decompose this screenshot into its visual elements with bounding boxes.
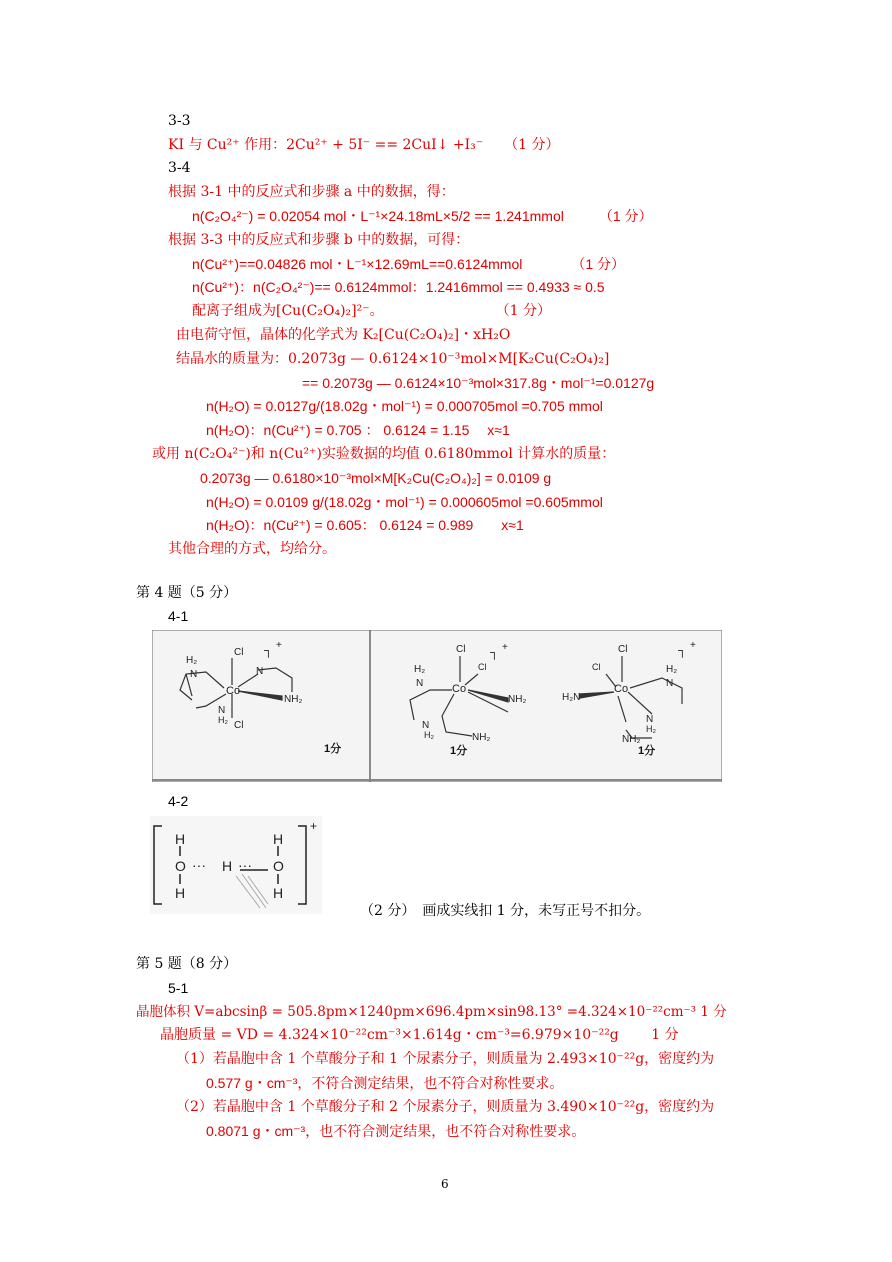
h2-1b: H₂ xyxy=(218,715,228,725)
n-1c: N xyxy=(256,666,264,677)
isomer-figure xyxy=(152,630,722,782)
section-5-1-label: 5-1 xyxy=(168,980,189,996)
cl-side-2: Cl xyxy=(478,662,487,672)
case-2-line-1: （2）若晶胞中含 1 个草酸分子和 2 个尿素分子，则质量为 3.490×10⁻²²g，密度约为 xyxy=(176,1099,715,1115)
page-number: 6 xyxy=(441,1177,449,1191)
h2-2: H₂ xyxy=(414,664,426,675)
according-3-1: 根据 3-1 中的反应式和步骤 a 中的数据，得： xyxy=(168,184,455,200)
h5o2-figure xyxy=(150,816,322,914)
h-top-right: H xyxy=(273,831,284,847)
h-center: H xyxy=(222,858,233,874)
case-1-line-2: 0.577 g・cm⁻³，不符合测定结果，也不符合对称性要求。 xyxy=(206,1075,564,1091)
case-1-line-1: （1）若晶胞中含 1 个草酸分子和 1 个尿素分子，则质量为 2.493×10⁻²²g，密度约为 xyxy=(176,1051,715,1067)
n-2a: N xyxy=(416,678,424,689)
cl-top-2: Cl xyxy=(456,644,466,655)
ratio-cu-oxalate: n(Cu²⁺)：n(C₂O₄²⁻)== 0.6124mmol：1.2416mmol == 0.4933 ≈ 0.5 xyxy=(192,279,605,295)
cl-top-3: Cl xyxy=(618,644,628,655)
co-atom-2: Co xyxy=(452,683,467,695)
n-oxalate: n(C₂O₄²⁻) = 0.02054 mol・L⁻¹×24.18mL×5/2 == 1.241mmol （1 分） xyxy=(192,208,653,224)
bracket-1: ┐ xyxy=(264,643,273,657)
score-2: 1分 xyxy=(450,745,468,757)
n-1a: N xyxy=(190,669,198,680)
alternative-method: 或用 n(C₂O₄²⁻)和 n(Cu²⁺)实验数据的均值 0.6180mmol 计算水的质量： xyxy=(152,446,616,462)
cl-bottom-1: Cl xyxy=(234,720,244,731)
figure-4-2-note: （2 分） 画成实线扣 1 分，未写正号不扣分。 xyxy=(360,903,651,919)
alt-ratio: n(H₂O)：n(Cu²⁺) = 0.605： 0.6124 = 0.989 x≈1 xyxy=(206,517,524,533)
o-left: O xyxy=(175,858,186,874)
h-bottom-right: H xyxy=(273,885,284,901)
o-right: O xyxy=(273,858,284,874)
dots-right: ··· xyxy=(238,857,252,873)
h2n-3: H₂N xyxy=(562,692,581,703)
complex-ion: 配离子组成为[Cu(C₂O₄)₂]²⁻。 （1 分） xyxy=(192,303,551,319)
water-mass: 结晶水的质量为：0.2073g — 0.6124×10⁻³mol×M[K₂Cu(C₂O₄)₂] xyxy=(176,351,610,367)
cell-mass: 晶胞质量 = VD = 4.324×10⁻²²cm⁻³×1.614g・cm⁻³=6.979×10⁻²²g 1 分 xyxy=(160,1027,679,1043)
section-3-4-label: 3-4 xyxy=(168,160,191,176)
section-3-3-label: 3-3 xyxy=(168,113,191,129)
section-4-1-label: 4-1 xyxy=(168,608,189,624)
co-atom-3: Co xyxy=(614,683,629,695)
charge-3: + xyxy=(690,640,696,651)
n-2b: N xyxy=(422,720,430,731)
nh2-2a: NH₂ xyxy=(508,694,527,705)
h2-3: H₂ xyxy=(666,664,678,675)
case-2-line-2: 0.8071 g・cm⁻³，也不符合测定结果，也不符合对称性要求。 xyxy=(206,1123,586,1139)
charge-1: + xyxy=(276,640,282,651)
score-1: 1分 xyxy=(324,743,342,755)
nh2-1: NH₂ xyxy=(284,694,303,705)
cl-top-1: Cl xyxy=(234,647,244,658)
ratio-water-cu: n(H₂O)：n(Cu²⁺) = 0.705 ： 0.6124 = 1.15 x≈1 xyxy=(206,422,510,438)
section-4-2-label: 4-2 xyxy=(168,793,189,809)
other-methods-note: 其他合理的方式，均给分。 xyxy=(168,541,336,557)
nh2-3: NH₂ xyxy=(622,734,641,745)
n-3a: N xyxy=(666,678,674,689)
n-copper: n(Cu²⁺)==0.04826 mol・L⁻¹×12.69mL==0.6124mmol （1 分） xyxy=(192,256,626,272)
water-mass-cont: == 0.2073g — 0.6124×10⁻³mol×317.8g・mol⁻¹=0.0127g xyxy=(302,375,655,391)
n-water: n(H₂O) = 0.0127g/(18.02g・mol⁻¹) = 0.000705mol =0.705 mmol xyxy=(206,398,603,414)
alt-n-water: n(H₂O) = 0.0109 g/(18.02g・mol⁻¹) = 0.000605mol =0.605mmol xyxy=(206,494,603,510)
charge-42: + xyxy=(310,819,318,833)
h2-2b: H₂ xyxy=(424,730,434,740)
cl-side-3: Cl xyxy=(592,662,601,672)
h-top-left: H xyxy=(175,831,186,847)
score-3: 1分 xyxy=(638,745,656,757)
n-1b: N xyxy=(218,705,226,716)
according-3-3: 根据 3-3 中的反应式和步骤 b 中的数据，可得： xyxy=(168,232,470,248)
cell-volume: 晶胞体积 V=abcsinβ = 505.8pm×1240pm×696.4pm×sin98.13° =4.324×10⁻²²cm⁻³ 1 分 xyxy=(136,1004,727,1020)
dots-left: ··· xyxy=(192,857,206,873)
charge-2: + xyxy=(502,642,508,653)
nh2-2b: NH₂ xyxy=(472,732,491,743)
alt-water-mass: 0.2073g — 0.6180×10⁻³mol×M[K₂Cu(C₂O₄)₂] = 0.0109 g xyxy=(200,470,552,486)
bracket-3: ┐ xyxy=(678,643,687,657)
h2-1: H₂ xyxy=(186,655,198,666)
question-4-heading: 第 4 题（5 分） xyxy=(136,585,238,601)
n-3b: N xyxy=(646,714,654,725)
bracket-2: ┐ xyxy=(490,645,499,659)
co-atom-1: Co xyxy=(226,685,241,697)
crystal-formula: 由电荷守恒，晶体的化学式为 K₂[Cu(C₂O₄)₂]・xH₂O xyxy=(176,327,511,343)
h2-3b: H₂ xyxy=(646,724,656,734)
question-5-heading: 第 5 题（8 分） xyxy=(136,956,238,972)
h-bottom-left: H xyxy=(175,885,186,901)
ki-cu-reaction: KI 与 Cu²⁺ 作用：2Cu²⁺ + 5I⁻ == 2CuI↓ +I₃⁻ （1 分） xyxy=(168,137,560,153)
